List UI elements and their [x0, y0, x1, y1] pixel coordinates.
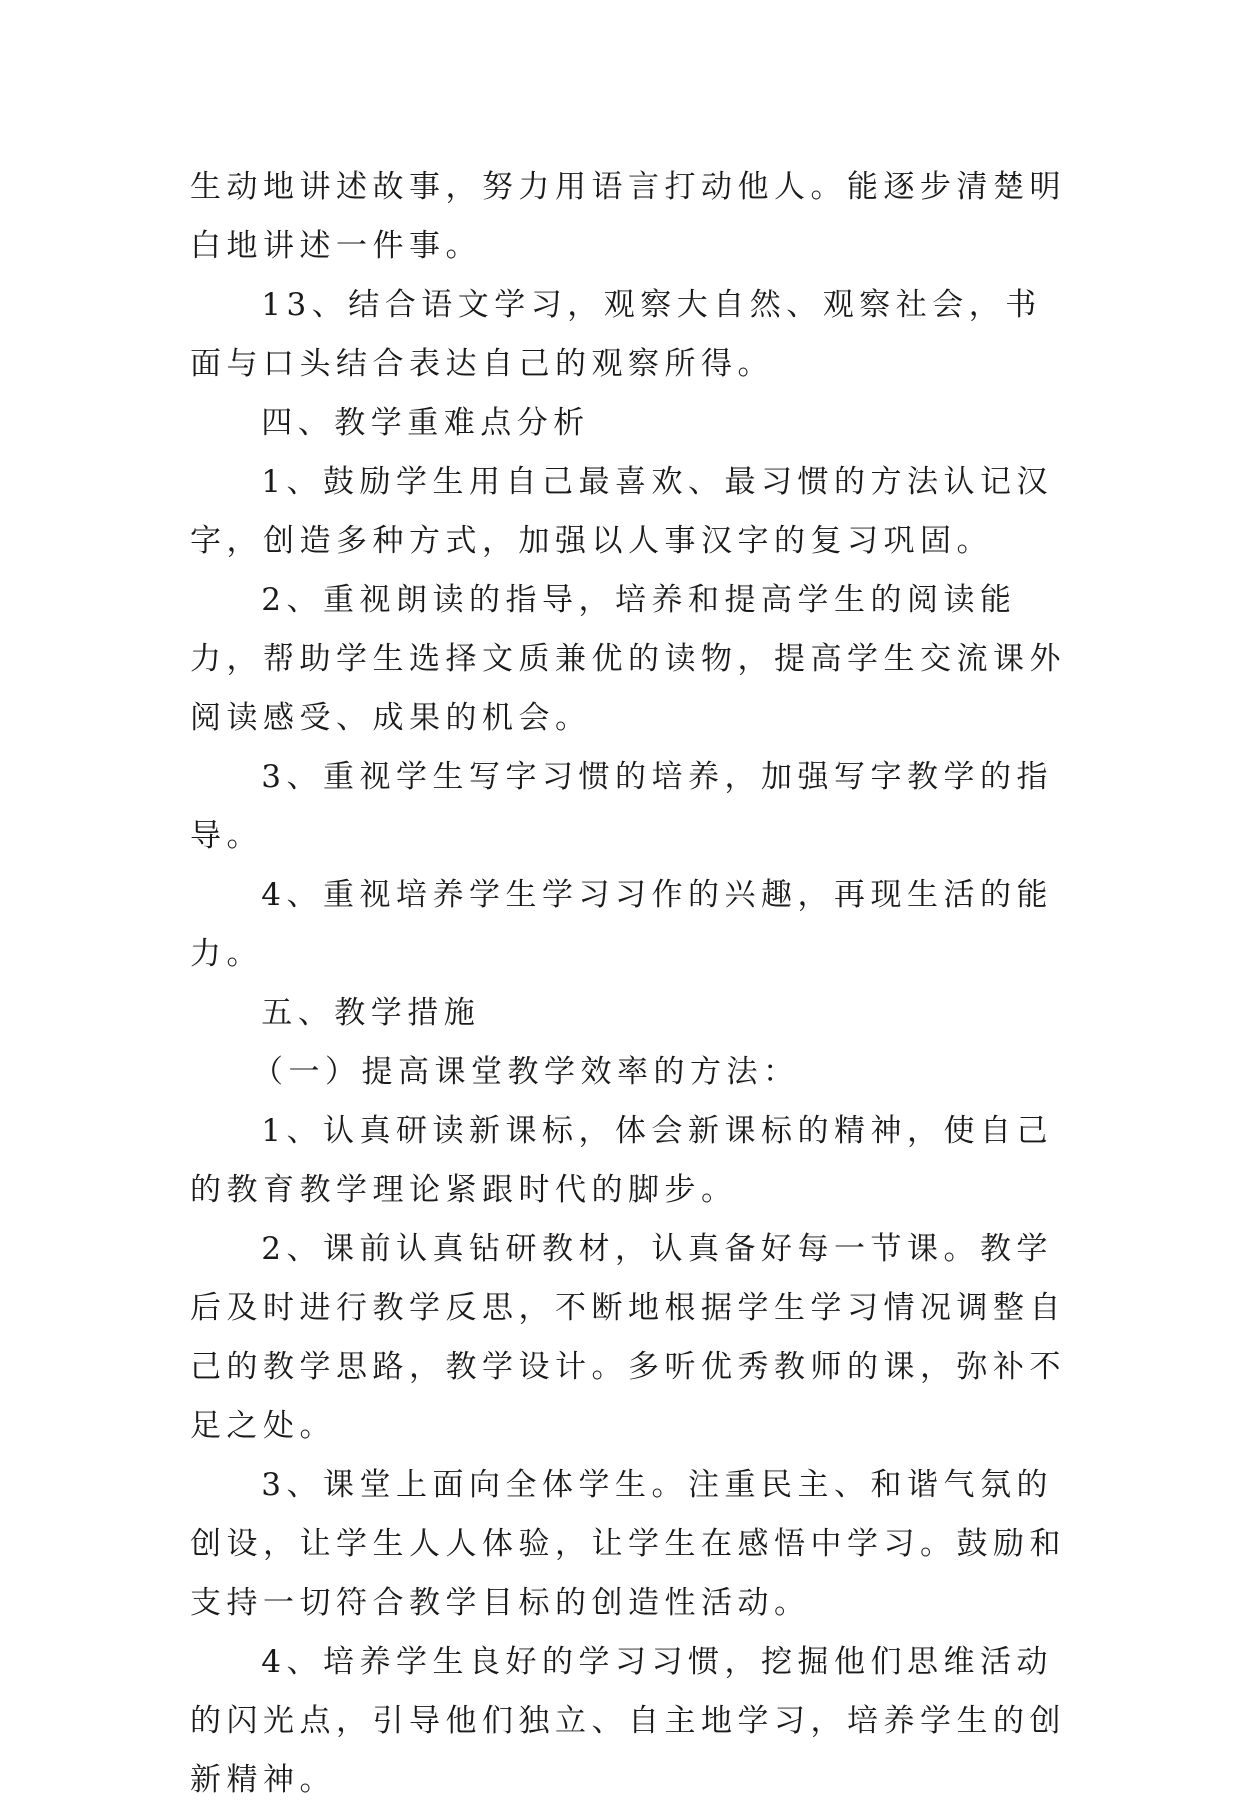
paragraph-measure-3: 3、课堂上面向全体学生。注重民主、和谐气氛的创设，让学生人人体验，让学生在感悟中学习。鼓励和支持一切符合教学目标的创造性活动。 — [190, 1467, 1066, 1621]
paragraph-difficulty-2: 2、重视朗读的指导，培养和提高学生的阅读能力，帮助学生选择文质兼优的读物，提高学生交流课外阅读感受、成果的机会。 — [190, 582, 1066, 736]
subsection-heading-1: （一）提高课堂教学效率的方法： — [252, 1054, 800, 1090]
paragraph-difficulty-3: 3、重视学生写字习惯的培养，加强写字教学的指导。 — [190, 759, 1054, 854]
paragraph-measure-1: 1、认真研读新课标，体会新课标的精神，使自己的教育教学理论紧跟时代的脚步。 — [190, 1113, 1054, 1208]
paragraph-continuation: 生动地讲述故事，努力用语言打动他人。能逐步清楚明白地讲述一件事。 — [190, 169, 1066, 264]
paragraph-item-13: 13、结合语文学习，观察大自然、观察社会，书面与口头结合表达自己的观察所得。 — [190, 287, 1042, 382]
paragraph-measure-2: 2、课前认真钻研教材，认真备好每一节课。教学后及时进行教学反思，不断地根据学生学习情况调整自己的教学思路，教学设计。多听优秀教师的课，弥补不足之处。 — [190, 1231, 1066, 1444]
section-heading-5: 五、教学措施 — [261, 995, 481, 1031]
paragraph-difficulty-4: 4、重视培养学生学习习作的兴趣，再现生活的能力。 — [190, 877, 1054, 972]
body-text — [190, 158, 1070, 1810]
paragraph-difficulty-1: 1、鼓励学生用自己最喜欢、最习惯的方法认记汉字，创造多种方式，加强以人事汉字的复习巩固。 — [190, 464, 1054, 559]
section-heading-4: 四、教学重难点分析 — [261, 405, 590, 441]
paragraph-measure-4: 4、培养学生良好的学习习惯，挖掘他们思维活动的闪光点，引导他们独立、自主地学习，培养学生的创新精神。 — [190, 1644, 1066, 1798]
